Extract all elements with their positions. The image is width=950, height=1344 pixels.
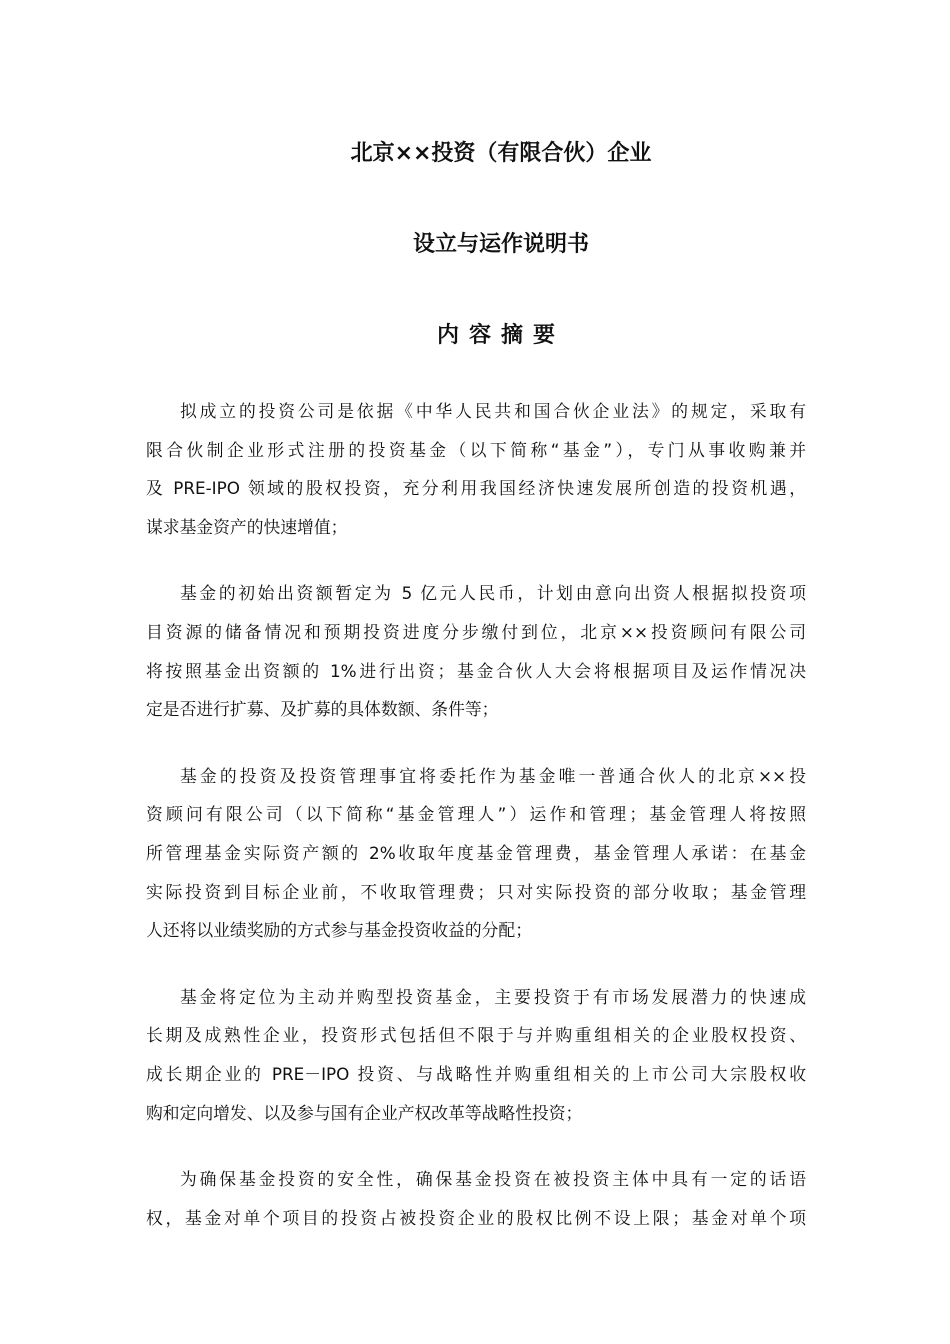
paragraph-line: 基金将定位为主动并购型投资基金，主要投资于有市场发展潜力的快速成: [180, 986, 806, 1007]
paragraph-line: 资顾问有限公司（以下简称“基金管理人”）运作和管理；基金管理人将按照: [146, 804, 806, 825]
paragraph-line: 目资源的储备情况和预期投资进度分步缴付到位，北京××投资顾问有限公司: [146, 621, 806, 642]
paragraph-line: 人还将以业绩奖励的方式参与基金投资收益的分配；: [146, 920, 532, 941]
document-body: [146, 392, 806, 1265]
paragraph: [146, 757, 806, 950]
paragraph-line: 谋求基金资产的快速增值；: [146, 516, 348, 537]
paragraph-line: 购和定向增发、以及参与国有企业产权改革等战略性投资；: [146, 1102, 583, 1123]
paragraph-line: 基金的初始出资额暂定为 5 亿元人民币，计划由意向出资人根据拟投资项: [180, 583, 806, 604]
paragraph-line: 所管理基金实际资产额的 2%收取年度基金管理费，基金管理人承诺：在基金: [146, 842, 806, 863]
paragraph: [146, 1160, 806, 1237]
paragraph-line: 限合伙制企业形式注册的投资基金（以下简称“基金”），专门从事收购兼并: [146, 439, 806, 460]
paragraph-line: 基金的投资及投资管理事宜将委托作为基金唯一普通合伙人的北京××投: [180, 765, 806, 786]
document-subtitle: 设立与运作说明书: [412, 232, 589, 257]
document-title: 北京××投资（有限合伙）企业: [350, 141, 652, 166]
section-title: 内容摘要: [436, 323, 565, 348]
paragraph-line: 长期及成熟性企业，投资形式包括但不限于与并购重组相关的企业股权投资、: [146, 1025, 806, 1046]
paragraph-line: 权，基金对单个项目的投资占被投资企业的股权比例不设上限；基金对单个项: [146, 1207, 806, 1228]
paragraph: [146, 978, 806, 1132]
paragraph-line: 成长期企业的 PRE－IPO 投资、与战略性并购重组相关的上市公司大宗股权收: [146, 1063, 806, 1084]
paragraph: [146, 392, 806, 546]
paragraph: [146, 574, 806, 728]
paragraph-line: 拟成立的投资公司是依据《中华人民共和国合伙企业法》的规定，采取有: [180, 401, 806, 421]
paragraph-line: 将按照基金出资额的 1%进行出资；基金合伙人大会将根据项目及运作情况决: [146, 660, 806, 681]
paragraph-line: 及 PRE-IPO 领域的股权投资，充分利用我国经济快速发展所创造的投资机遇，: [146, 478, 806, 499]
paragraph-line: 实际投资到目标企业前，不收取管理费；只对实际投资的部分收取；基金管理: [146, 881, 806, 902]
paragraph-line: 为确保基金投资的安全性，确保基金投资在被投资主体中具有一定的话语: [180, 1169, 806, 1190]
paragraph-line: 定是否进行扩募、及扩募的具体数额、条件等；: [146, 699, 499, 720]
